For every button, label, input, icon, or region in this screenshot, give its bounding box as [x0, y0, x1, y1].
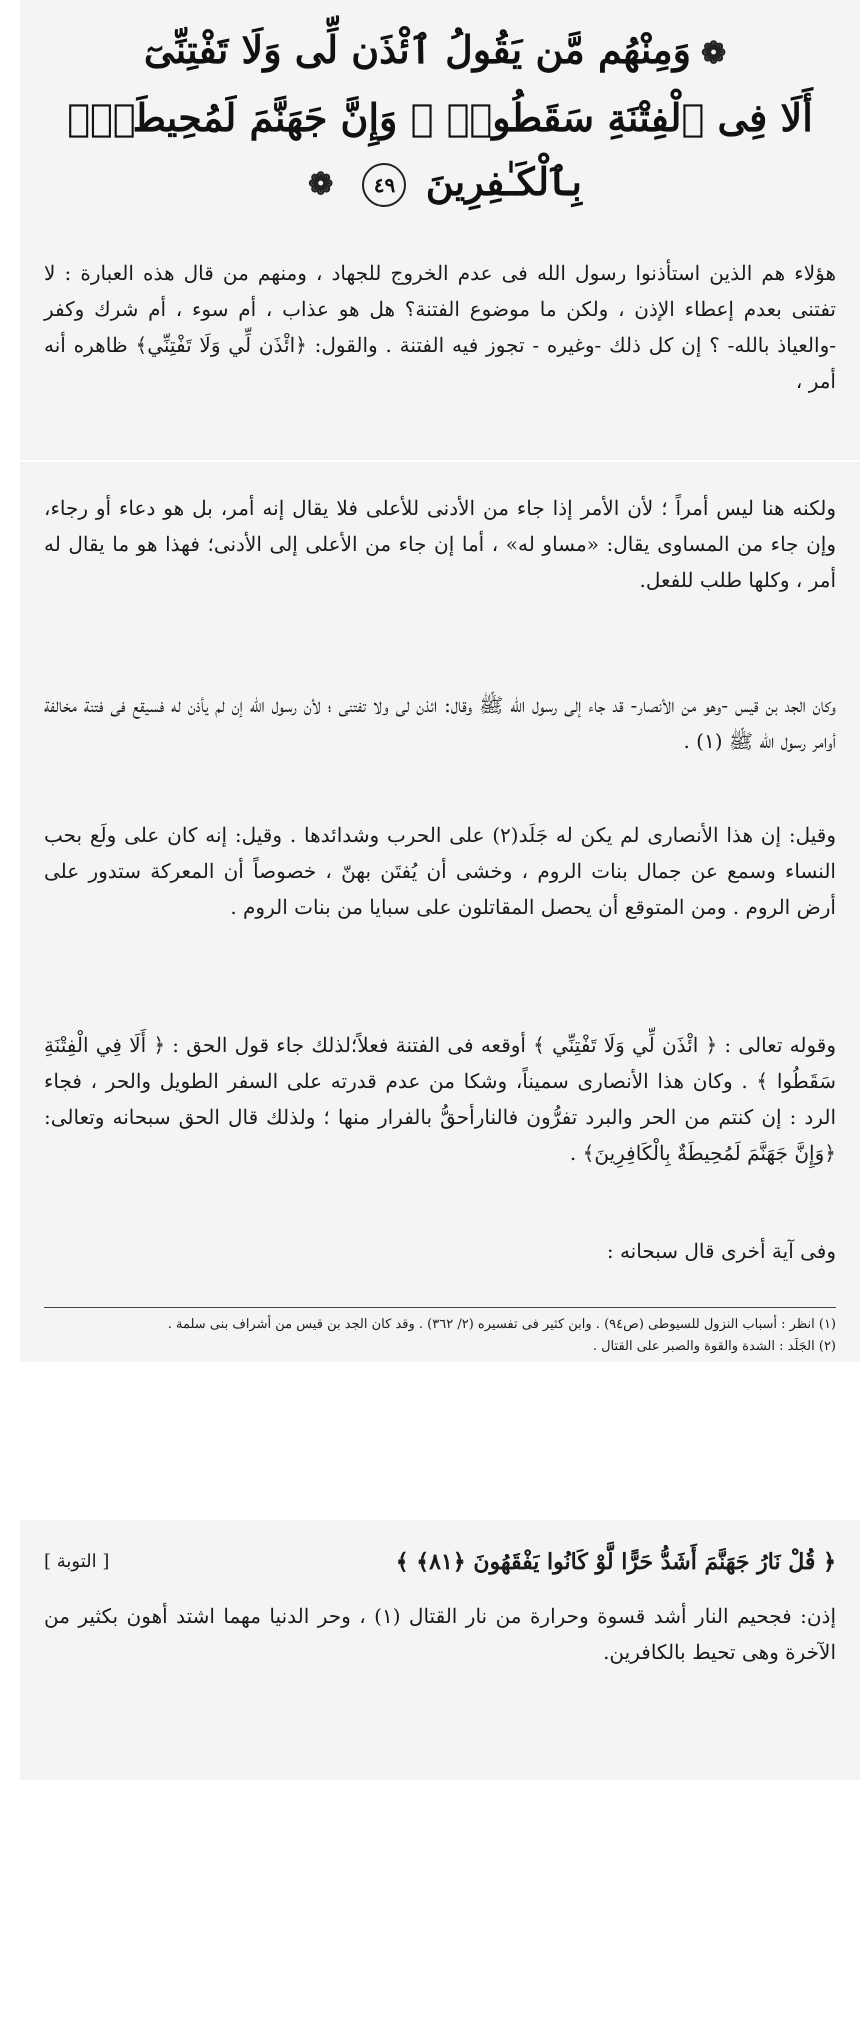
page-section-bottom	[20, 1520, 860, 1780]
footnote-1: (١) انظر : أسباب النزول للسيوطى (ص٩٤) . وابن كثير فى تفسيره (٢/ ٣٦٢) . وقد كان الجد بن قيس من أشراف بنى سلمة .	[167, 1317, 836, 1332]
paragraph-4: وقيل: إن هذا الأنصارى لم يكن له جَلَد(٢) على الحرب وشدائدها . وقيل: إنه كان على ولَع بحب النساء وسمع عن جمال بنات الروم ، وخشى أن يُفتَن بهنّ ، خصوصاً أن المعركة ستدور على أرض الروم . ومن المتوقع أن يحصل المقاتلون على سبايا من بنات الروم .	[44, 823, 836, 919]
verse-line-1: ❁وَمِنْهُم مَّن يَقُولُ ٱئْذَن لِّى وَلَا تَفْتِنِّىٓ	[60, 18, 820, 86]
page-section-top	[20, 0, 860, 460]
quran-verse-second: ﴿ قُلْ نَارُ جَهَنَّمَ أَشَدُّ حَرًّا لَّوْ كَانُوا يَفْقَهُونَ ﴿٨١﴾ ﴾	[395, 1549, 836, 1575]
page-section-middle	[20, 462, 860, 1362]
paragraph-2: ولكنه هنا ليس أمراً ؛ لأن الأمر إذا جاء من الأدنى للأعلى فلا يقال إنه أمر، بل هو دعاء أو رجاء، وإن جاء من المساوى يقال: «مساو له» ، أما إن جاء من الأعلى إلى الأدنى؛ فهذا هو ما يقال له أمر ، وكلها طلب للفعل.	[44, 496, 836, 592]
ornament-icon: ❁	[700, 35, 727, 71]
paragraph-7: إذن: فجحيم النار أشد قسوة وحرارة من نار القتال (١) ، وحر الدنيا مهما اشتد أهون بكثير من الآخرة وهى تحيط بالكافرين.	[44, 1604, 837, 1664]
paragraph-3: وكان الجد بن قيس -وهو من الأنصار- قد جاء إلى رسول الله ﷺ وقال: ائذن لى ولا تفتنى ؛ لأن رسول الله إن لم يأذن له فسيقع فى فتنة مخالفة أوامر رسول الله ﷺ (١) .	[44, 693, 836, 753]
footnotes	[44, 1307, 836, 1358]
verse-number: ٤٩	[362, 163, 406, 207]
quran-verse-header	[60, 18, 820, 217]
paragraph-5: وقوله تعالى : ﴿ ائْذَن لِّي وَلَا تَفْتِنِّي ﴾ أوقعه فى الفتنة فعلاً؛لذلك جاء قول الحق : ﴿ أَلَا فِي الْفِتْنَةِ سَقَطُوا ﴾ . وكان هذا الأنصارى سميناً، وشكا من عدم قدرته على السفر الطويل والحر ، فجاء الرد : إن كنتم من الحر والبرد تفرُّون فالنارأحقُّ بالفرار منها ؛ ولذلك قال الحق سبحانه وتعالى: ﴿وَإِنَّ جَهَنَّمَ لَمُحِيطَةٌ بِالْكَافِرِينَ﴾ .	[44, 1033, 836, 1165]
footnote-2: (٢) الجَلَد : الشدة والقوة والصبر على القتال .	[592, 1339, 836, 1354]
ornament-icon: ❁	[308, 167, 334, 202]
paragraph-6: وفى آية أخرى قال سبحانه :	[606, 1239, 836, 1263]
verse-line-3: بِٱلْكَـٰفِرِينَ ٤٩ ❁	[60, 150, 820, 218]
paragraph-1: هؤلاء هم الذين استأذنوا رسول الله فى عدم الخروج للجهاد ، ومنهم من قال هذه العبارة : لا تفتنى بعدم إعطاء الإذن ، ولكن ما موضوع الفتنة؟ هل هو عذاب ، أم سوء ، أم شرك وكفر -والعياذ بالله- ؟ إن كل ذلك -وغيره - تجوز فيه الفتنة . والقول: ﴿ائْذَن لِّي وَلَا تَفْتِنِّي﴾ ظاهره أنه أمر ،	[44, 261, 836, 393]
verse-line-2: أَلَا فِى ٱلْفِتْنَةِ سَقَطُوا۟ ۗ وَإِنَّ جَهَنَّمَ لَمُحِيطَةٌۢ	[67, 94, 813, 140]
surah-reference: [ التوبة ]	[44, 1551, 110, 1572]
